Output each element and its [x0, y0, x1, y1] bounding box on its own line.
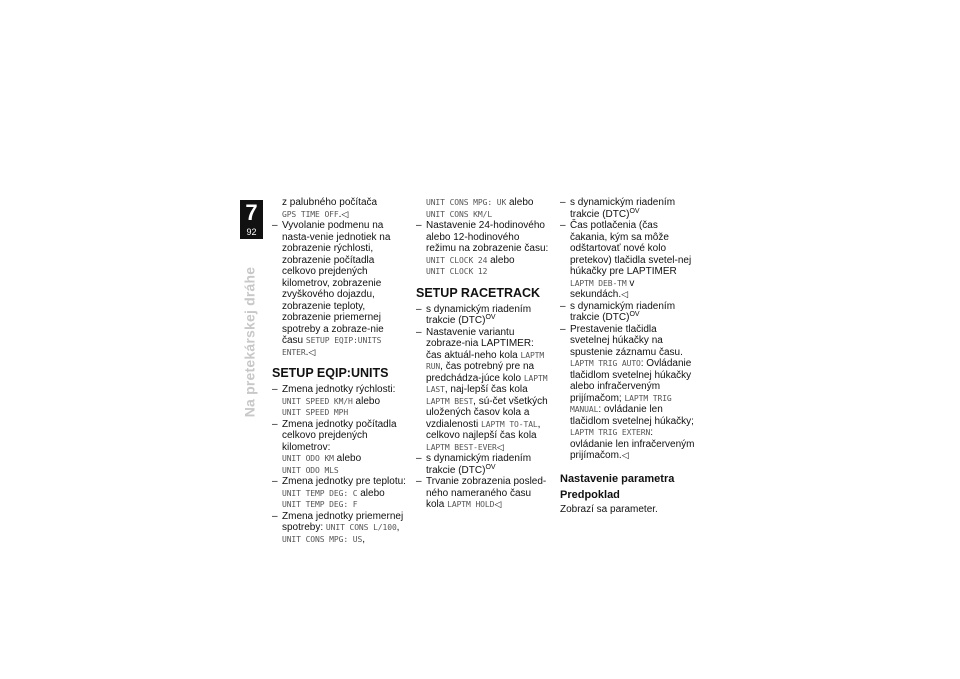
list-item — [272, 419, 407, 477]
display-code: LAPTM TO-TAL — [481, 419, 538, 429]
display-code: LAPTM BEST-EVER — [426, 442, 497, 452]
end-mark-icon: ◁ — [496, 441, 504, 452]
display-code: UNIT CONS L/100 — [325, 523, 397, 532]
list-item — [416, 327, 551, 454]
text-span: s dynamickým riadením trakcie (DTC) — [570, 197, 676, 220]
text-span: Zmena jednotky rýchlosti: — [282, 384, 396, 395]
section-heading: SETUP RACETRACK — [416, 285, 541, 300]
paragraph — [272, 197, 407, 220]
list-item — [416, 304, 551, 327]
display-code: LAPTM HOLD — [447, 500, 495, 509]
list-item — [560, 324, 695, 462]
display-code: LAPTM BEST — [426, 396, 474, 406]
list-item — [272, 384, 407, 419]
end-mark-icon: ◁ — [341, 208, 349, 219]
list-item — [560, 220, 695, 301]
text-span: Čas potlačenia (čas čakania, kým sa môže odštartovať nové kolo pretekov) tlačidla svetel-nej húkačky pre LAPTIMER — [570, 220, 692, 277]
text-span: Zmena jednotky počítadla celkovo prejdených kilometrov: — [282, 418, 397, 453]
display-code: UNIT CONS KM/L — [426, 209, 493, 219]
list-item — [272, 511, 407, 546]
or-text: alebo — [336, 453, 362, 464]
list-item — [560, 197, 695, 220]
display-code: LAPTM DEB-TM — [570, 278, 627, 288]
display-code: UNIT SPEED KM/H — [282, 396, 353, 406]
paragraph — [416, 197, 551, 220]
text-span: : Ovládanie tlačidlom svetelnej húkačky alebo infračerveným prijímačom; — [570, 358, 692, 404]
text-span: s dynamickým riadením trakcie (DTC) — [426, 453, 532, 476]
end-mark-icon: ◁ — [494, 499, 502, 509]
text-span: : ovládanie len tlačidlom svetelnej húkačky; — [570, 404, 694, 427]
ov-superscript: OV — [485, 314, 496, 321]
list-item — [416, 220, 551, 278]
section-side-title — [237, 266, 261, 418]
end-mark-icon: ◁ — [308, 346, 316, 357]
or-text: alebo — [355, 395, 380, 407]
text-column-1 — [272, 197, 407, 545]
section-heading: SETUP EQIP:UNITS — [272, 366, 389, 380]
text-span: s dynamickým riadením trakcie (DTC) — [426, 303, 532, 326]
chapter-tab — [240, 200, 263, 239]
end-mark-icon: ◁ — [621, 289, 629, 299]
display-code: LAPTM RUN — [426, 350, 545, 371]
display-code: UNIT TEMP DEG: C — [282, 488, 358, 498]
display-code: UNIT ODO MLS — [282, 465, 339, 475]
list-item — [416, 453, 551, 476]
text-column-2 — [416, 197, 551, 511]
list-item — [272, 476, 407, 511]
display-code: GPS TIME OFF — [282, 209, 339, 219]
section-heading — [560, 472, 695, 486]
text-span: Zmena jednotky priemernej spotreby: — [282, 510, 404, 533]
chapter-number: 7 — [245, 200, 258, 225]
or-text: alebo — [360, 487, 385, 499]
ov-superscript: OV — [629, 207, 640, 215]
display-code: LAPTM TRIG EXTERN — [570, 428, 651, 437]
display-code: LAPTM TRIG AUTO — [570, 359, 641, 368]
text-span: z palubného počítača — [282, 197, 378, 208]
text-span: , naj-lepší čas kola — [444, 384, 528, 395]
display-code: LAPTM TRIG MANUAL — [570, 393, 672, 414]
ov-superscript: OV — [485, 463, 496, 471]
text-span: : ovládanie len infračerveným prijímačom. — [570, 427, 695, 461]
section-title-text: Na pretekárskej dráhe — [241, 266, 258, 418]
or-text: alebo — [490, 254, 515, 266]
paragraph: Zobrazí sa parameter. — [560, 503, 658, 515]
display-code: UNIT CLOCK 24 — [426, 255, 488, 265]
text-span: , celkovo najlepší čas kola — [426, 418, 541, 441]
text-column-3 — [560, 197, 695, 515]
subsection-heading — [560, 488, 695, 502]
text-span: Trvanie zobrazenia posled-ného nameraného času kola — [426, 476, 547, 510]
end-mark-icon: ◁ — [621, 450, 629, 460]
display-code: UNIT SPEED MPH — [282, 408, 349, 417]
period: . — [338, 208, 342, 220]
display-code: UNIT ODO KM — [282, 454, 334, 463]
list-item — [272, 220, 407, 358]
page-number: 92 — [246, 227, 257, 237]
display-code: UNIT CONS MPG: US — [282, 534, 363, 544]
heading-text: Nastavenie parametra — [560, 472, 675, 485]
list-item — [560, 301, 695, 324]
heading-text: Predpoklad — [560, 488, 620, 501]
text-span: v sekundách. — [570, 277, 635, 300]
text-span: Prestavenie tlačidla svetelnej húkačky na spustenie záznamu času. — [570, 323, 683, 358]
display-code: UNIT CONS MPG: UK — [426, 198, 507, 207]
period: . — [305, 346, 309, 358]
text-span: Zmena jednotky pre teplotu: — [282, 476, 406, 487]
text-span: Vyvolanie podmenu na nasta-venie jednotiek na zobrazenie rýchlosti, zobrazenie počítadla celkovo prejdených kilometrov, zobrazenie zvyškového dojazdu, zobrazenie teploty, zobrazenie priemernej spotreby a zobraze-nie času — [282, 220, 391, 346]
display-code: UNIT CLOCK 12 — [426, 267, 488, 276]
comma: , — [362, 533, 365, 545]
text-span: s dynamickým riadením trakcie (DTC) — [570, 300, 676, 323]
ov-superscript: OV — [629, 311, 640, 318]
comma: , — [396, 522, 400, 533]
text-span: Nastavenie variantu zobraze-nia LAPTIMER: čas aktuál-neho kola — [426, 326, 534, 361]
list-item — [416, 476, 551, 511]
text-span: , sú-čet všetkých uložených časov kola a vzdialenosti — [426, 395, 548, 430]
display-code: UNIT TEMP DEG: F — [282, 500, 358, 509]
display-code: SETUP EQIP:UNITS ENTER — [282, 336, 382, 357]
text-span: , čas potrebný pre na predchádza-júce kolo — [426, 361, 535, 384]
text-span: Nastavenie 24-hodinového alebo 12-hodinového režimu na zobrazenie času: — [426, 220, 549, 254]
display-code: LAPTM LAST — [426, 373, 548, 394]
or-text: alebo — [508, 197, 534, 208]
